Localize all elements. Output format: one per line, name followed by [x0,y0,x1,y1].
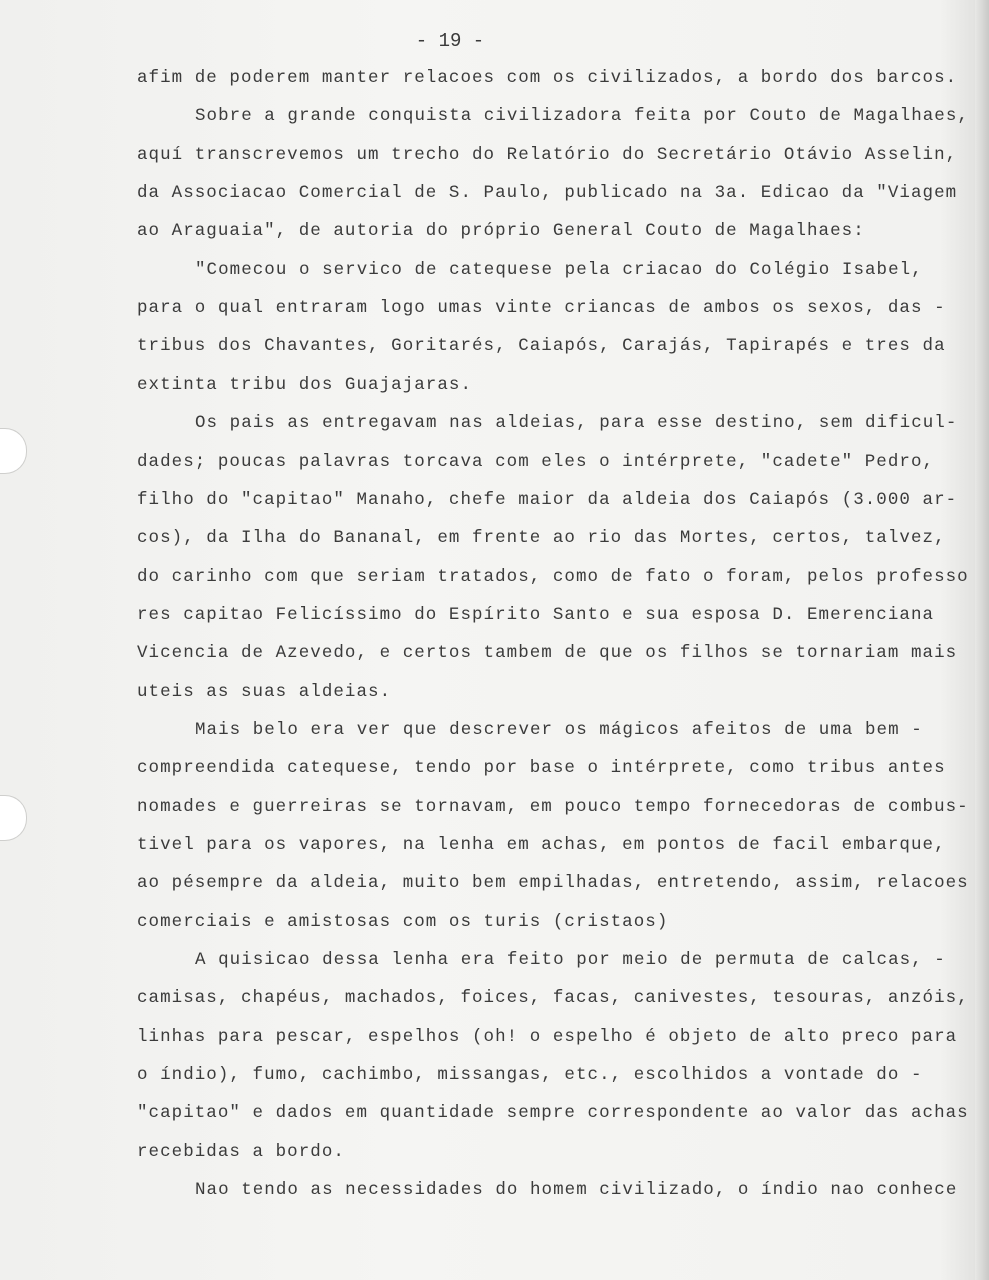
text-line: uteis as suas aldeias. [137,681,392,702]
text-line: ao Araguaia", de autoria do próprio General Couto de Magalhaes: [137,221,865,242]
text-line: extinta tribu dos Guajajaras. [137,374,472,395]
text-line: camisas, chapéus, machados, foices, facas, canivestes, tesouras, anzóis, [137,988,969,1009]
text-line: compreendida catequese, tendo por base o intérprete, como tribus antes [137,758,946,779]
text-line: tivel para os vapores, na lenha em achas, em pontos de facil embarque, [137,835,946,855]
text-line: A quisicao dessa lenha era feito por meio de permuta de calcas, - [195,950,946,971]
text-line: res capitao Felicíssimo do Espírito Santo e sua esposa D. Emerenciana [137,604,935,625]
punch-hole [0,428,27,474]
text-line: afim de poderem manter relacoes com os civilizados, a bordo dos barcos. [137,68,958,88]
text-line: cos), da Ilha do Bananal, em frente ao rio das Mortes, certos, talvez, [137,528,946,549]
page-number: - 19 - [415,30,485,52]
text-line: Mais belo era ver que descrever os mágicos afeitos de uma bem - [195,719,923,740]
text-line: o índio), fumo, cachimbo, missangas, etc., escolhidos a vontade do - [137,1065,923,1086]
text-line: comerciais e amistosas com os turis (cristaos) [137,911,669,932]
text-line: nomades e guerreiras se tornavam, em pouco tempo fornecedoras de combus- [137,796,969,817]
text-line: dades; poucas palavras torcava com eles o intérprete, "cadete" Pedro, [137,451,935,472]
text-line: Vicencia de Azevedo, e certos tambem de que os filhos se tornariam mais [137,643,958,664]
text-line: aquí transcrevemos um trecho do Relatório do Secretário Otávio Asselin, [137,144,958,165]
punch-hole [0,795,27,841]
text-line: do carinho com que seriam tratados, como de fato o foram, pelos professo [137,566,969,587]
text-line: "capitao" e dados em quantidade sempre correspondente ao valor das achas [137,1103,969,1124]
text-line: tribus dos Chavantes, Goritarés, Caiapós, Carajás, Tapirapés e tres da [137,336,946,357]
text-line: Sobre a grande conquista civilizadora feita por Couto de Magalhaes, [195,106,969,127]
text-line: "Comecou o servico de catequese pela criacao do Colégio Isabel, [195,259,923,280]
text-line: filho do "capitao" Manaho, chefe maior da aldeia dos Caiapós (3.000 ar- [137,489,958,510]
text-line: da Associacao Comercial de S. Paulo, publicado na 3a. Edicao da "Viagem [137,183,958,204]
text-line: Os pais as entregavam nas aldeias, para esse destino, sem dificul- [195,413,958,434]
text-line: ao pésempre da aldeia, muito bem empilhadas, entretendo, assim, relacoes [137,873,969,894]
text-line: Nao tendo as necessidades do homem civilizado, o índio nao conhece [195,1180,958,1201]
page-edge-shadow [975,0,989,1280]
text-line: para o qual entraram logo umas vinte criancas de ambos os sexos, das - [137,298,946,319]
text-line: recebidas a bordo. [137,1141,345,1162]
text-line: linhas para pescar, espelhos (oh! o espelho é objeto de alto preco para [137,1026,958,1047]
